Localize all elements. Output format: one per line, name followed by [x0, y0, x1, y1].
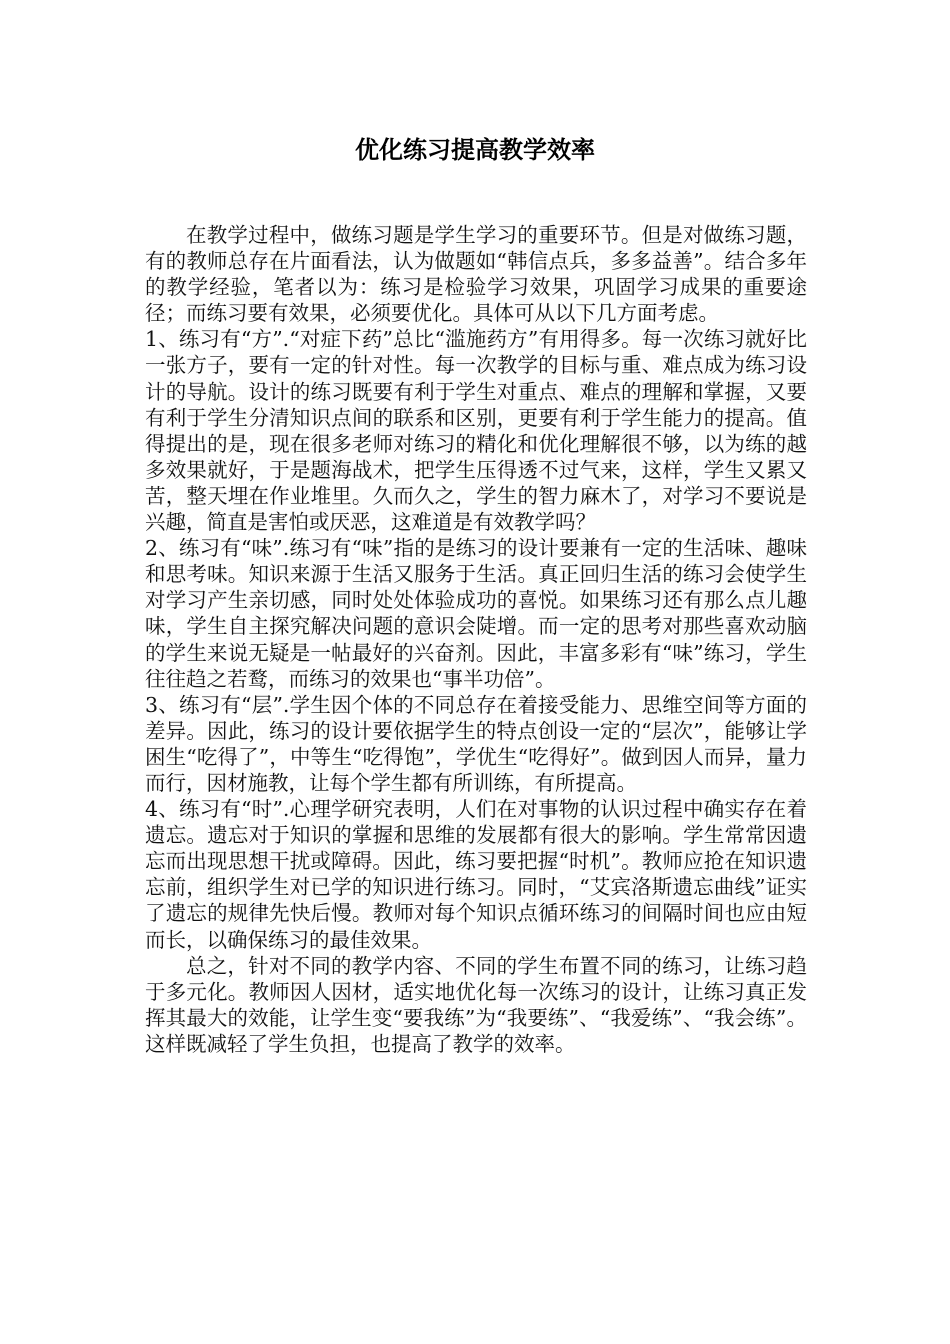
point-2-paragraph: 2、练习有“味”.练习有“味”指的是练习的设计要兼有一定的生活味、趣味和思考味。知识来源于生活又服务于生活。真正回归生活的练习会使学生对学习产生亲切感，同时处处体验成功的喜悦。如果练习还有那么点儿趣味，学生自主探究解决问题的意识会陡增。而一定的思考对那些喜欢动脑的学生来说无疑是一帖最好的兴奋剂。因此，丰富多彩有“味”练习，学生往往趋之若鹜，而练习的效果也“事半功倍”。 — [145, 536, 807, 691]
conclusion-paragraph: 总之，针对不同的教学内容、不同的学生布置不同的练习，让练习趋于多元化。教师因人因材，适实地优化每一次练习的设计，让练习真正发挥其最大的效能，让学生变“要我练”为“我要练”、“我爱练”、“我会练”。这样既减轻了学生负担，也提高了教学的效率。 — [145, 953, 807, 1056]
document-title: 优化练习提高教学效率 — [355, 135, 595, 164]
point-4-paragraph: 4、练习有“时”.心理学研究表明，人们在对事物的认识过程中确实存在着遗忘。遗忘对于知识的掌握和思维的发展都有很大的影响。学生常常因遗忘而出现思想干扰或障碍。因此，练习要把握“时机”。教师应抢在知识遗忘前，组织学生对已学的知识进行练习。同时，“艾宾洛斯遗忘曲线”证实了遗忘的规律先快后慢。教师对每个知识点循环练习的间隔时间也应由短而长，以确保练习的最佳效果。 — [145, 797, 807, 952]
point-3-paragraph: 3、练习有“层”.学生因个体的不同总存在着接受能力、思维空间等方面的差异。因此，练习的设计要依据学生的特点创设一定的“层次”，能够让学困生“吃得了”，中等生“吃得饱”，学优生“吃得好”。做到因人而异，量力而行，因材施教，让每个学生都有所训练，有所提高。 — [145, 692, 807, 795]
point-1-paragraph: 1、练习有“方”.“对症下药”总比“滥施药方”有用得多。每一次练习就好比一张方子，要有一定的针对性。每一次教学的目标与重、难点成为练习设计的导航。设计的练习既要有利于学生对重点、难点的理解和掌握，又要有利于学生分清知识点间的联系和区别，更要有利于学生能力的提高。值得提出的是，现在很多老师对练习的精化和优化理解很不够，以为练的越多效果就好，于是题海战术，把学生压得透不过气来，这样，学生又累又苦，整天埋在作业堆里。久而久之，学生的智力麻木了，对学习不要说是兴趣，简直是害怕或厌恶，这难道是有效教学吗？ — [145, 327, 807, 535]
document-body — [145, 222, 807, 1057]
intro-paragraph: 在教学过程中，做练习题是学生学习的重要环节。但是对做练习题，有的教师总存在片面看法，认为做题如“韩信点兵，多多益善”。结合多年的教学经验，笔者以为：练习是检验学习效果，巩固学习成果的重要途径；而练习要有效果，必须要优化。具体可从以下几方面考虑。 — [145, 223, 807, 326]
